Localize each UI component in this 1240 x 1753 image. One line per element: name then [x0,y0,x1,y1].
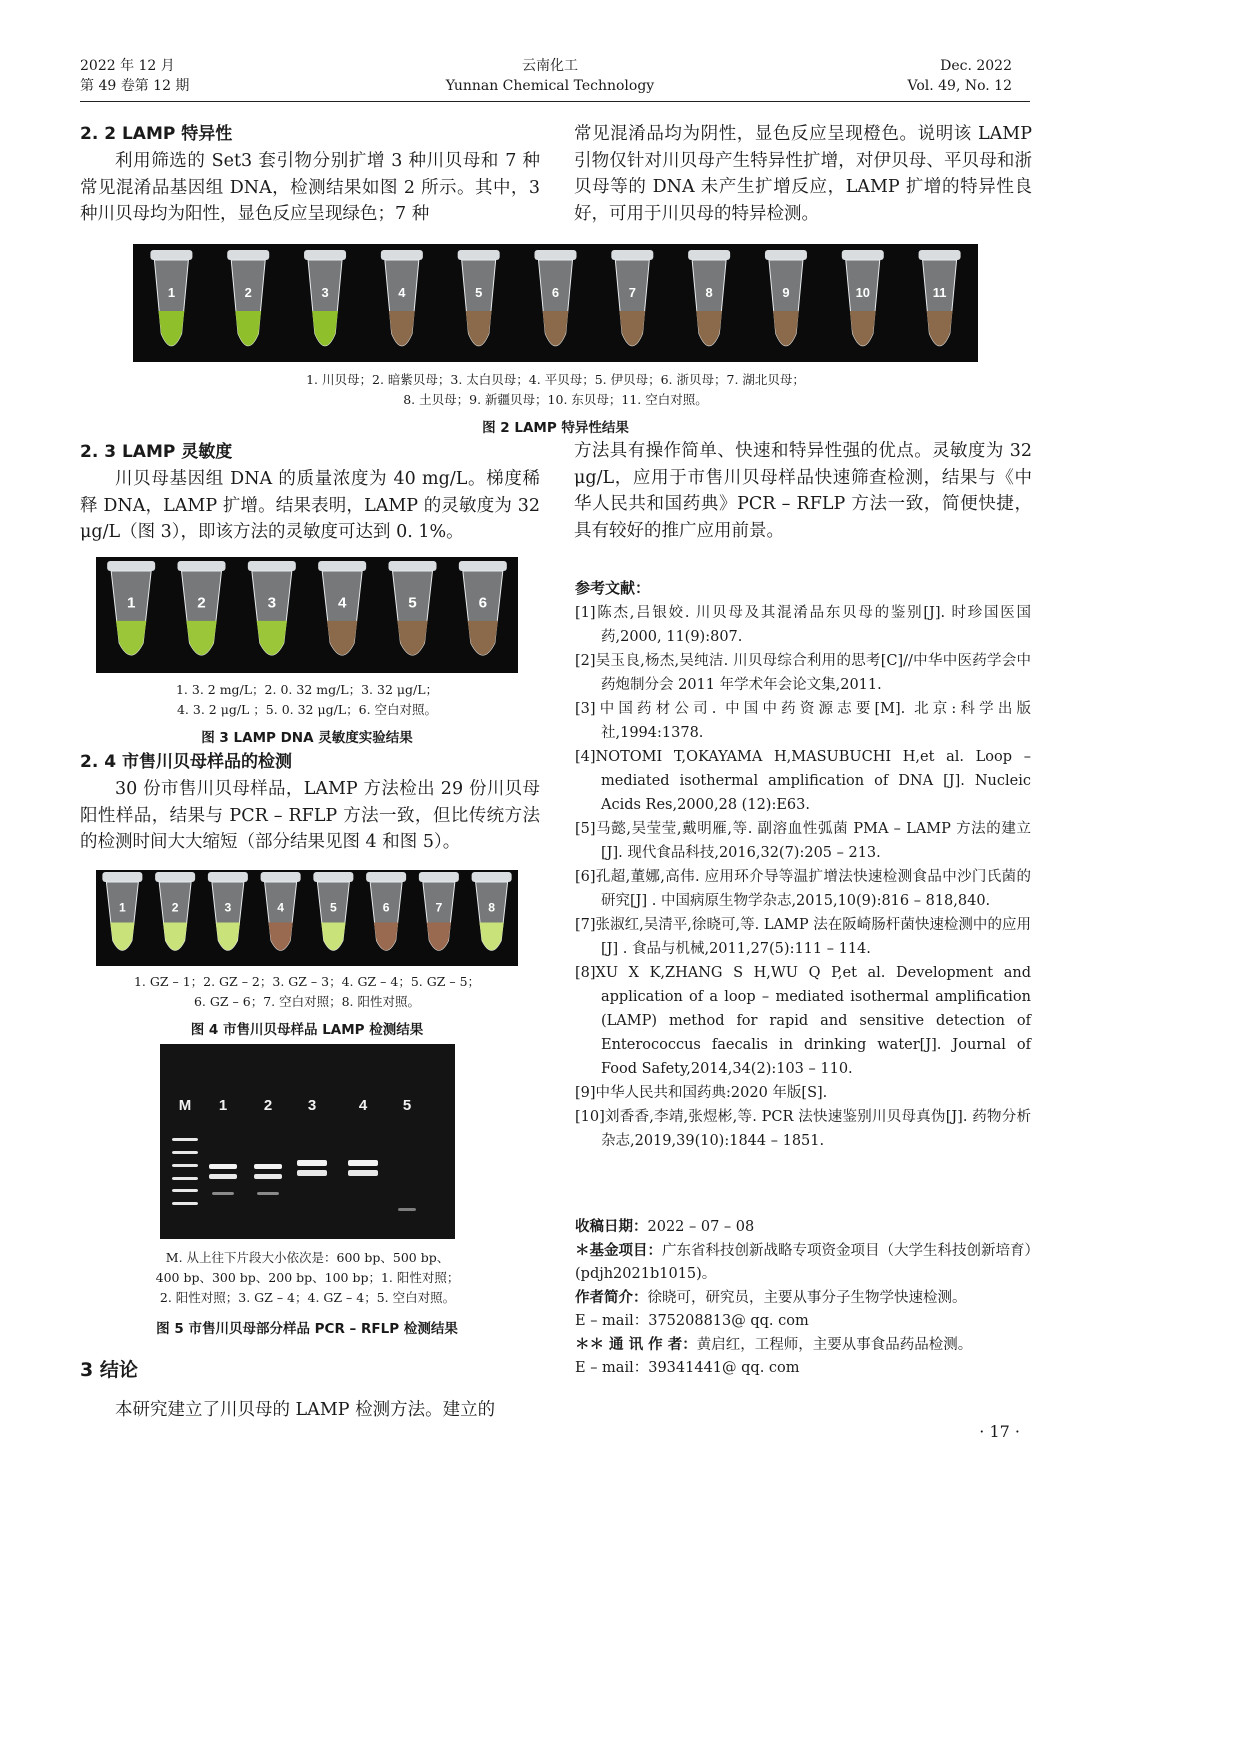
header-volume-en: Vol. 49, No. 12 [907,78,1012,94]
tube-cap [248,561,296,571]
tube [102,872,142,950]
tube-cap [178,561,226,571]
page-number: · 17 · [979,1422,1020,1441]
reference-item: [3]中国药材公司. 中国中药资源志要[M]. 北京:科学出版社,1994:1378. [575,701,1031,741]
gel-band [398,1208,416,1211]
figure-4-photo [96,870,518,966]
gel-band [172,1189,198,1192]
figure-4-caption-line2: 6. GZ – 6；7. 空白对照；8. 阳性对照。 [193,994,421,1009]
figure-3-title: 图 3 LAMP DNA 灵敏度实验结果 [201,730,413,746]
figure-2-caption-line2: 8. 土贝母；9. 新疆贝母；10. 东贝母；11. 空白对照。 [403,392,708,407]
section-2-3-heading: 2. 3 LAMP 灵敏度 [80,442,233,462]
tube-label: 11 [932,285,947,301]
tube [765,250,807,346]
author-email: E – mail：375208813@ qq. com [575,1313,809,1329]
tube-cap [919,250,961,260]
header-right [780,56,1012,96]
lane-label: 2 [263,1097,273,1114]
fig4-tubes-svg [96,870,518,966]
tube-liquid [257,621,287,655]
figure-2-caption-line1: 1. 川贝母；2. 暗紫贝母；3. 太白贝母；4. 平贝母；5. 伊贝母；6. 浙贝母；7. 湖北贝母； [306,372,805,387]
tube [227,250,269,346]
tube [318,561,366,655]
reference-item: [6]孔超,董娜,高伟. 应用环介导等温扩增法快速检测食品中沙门氏菌的研究[J] . 中国病原生物学杂志,2015,10(9):816 – 818,840. [575,869,1031,909]
tube-cap [261,872,301,882]
tube-liquid [216,923,240,951]
section-2-2-body-right [574,121,1032,227]
tube [150,250,192,346]
references-heading: 参考文献： [575,579,651,597]
fund-project [575,1240,1033,1287]
figure-5-caption-line1: M. 从上往下片段大小依次是：600 bp、500 bp、 [165,1250,450,1265]
tube-liquid [374,923,398,951]
tube-label: 2 [171,900,179,915]
fig2-tubes-svg [133,244,978,362]
tube-liquid [163,923,187,951]
tube-liquid [321,923,345,951]
gel-band [348,1170,378,1176]
figure-4-caption-line1: 1. GZ – 1；2. GZ – 2；3. GZ – 3；4. GZ – 4；5. GZ – 5； [133,974,481,989]
tube-label: 3 [321,285,329,301]
gel-band [257,1192,279,1195]
gel-svg [160,1044,455,1239]
tube-liquid [268,923,292,951]
header-rule [80,101,1030,102]
section-2-2-body-left [80,148,540,228]
section-2-3-body [80,466,540,546]
tube [458,250,500,346]
tube-liquid [696,311,722,346]
gel-band [172,1177,198,1180]
gel-band [172,1151,198,1154]
tube-cap [419,872,459,882]
tube [459,561,507,655]
figure-5-caption [110,1248,505,1308]
tube [107,561,155,655]
corr-value: 黄启红，工程师，主要从事食品药品检测。 [696,1336,973,1353]
tube-liquid [116,621,146,655]
tube [178,561,226,655]
section-2-4-body [80,776,540,856]
section-3-paragraph-continued: 方法具有操作简单、快速和特异性强的优点。灵敏度为 32 μg/L，应用于市售川贝母样品快速筛查检测，结果与《中华人民共和国药典》PCR – RFLP 方法一致，简便快捷，具有较好的推广应用前景。 [574,441,1032,541]
gel-band [209,1174,237,1179]
tube-liquid [427,923,451,951]
tube [842,250,884,346]
corresponding-author [575,1334,1033,1358]
lane-label: 1 [218,1097,228,1114]
tube-cap [227,250,269,260]
header-center [400,56,700,96]
lane-label: 5 [402,1097,412,1114]
lane-label: 4 [358,1097,368,1114]
figure-5-caption-line3: 2. 阳性对照；3. GZ – 4；4. GZ – 4；5. 空白对照。 [159,1290,456,1305]
gel-band [172,1202,198,1205]
tube-cap [150,250,192,260]
reference-item: [7]张淑红,吴清平,徐晓可,等. LAMP 法在阪崎肠杆菌快速检测中的应用[J] . 食品与机械,2011,27(5):111 – 114. [575,917,1031,957]
tube-liquid [466,311,492,346]
figure-2-title: 图 2 LAMP 特异性结果 [482,420,629,436]
tube [381,250,423,346]
tube-cap [611,250,653,260]
tube-label: 5 [475,285,483,301]
tube-cap [155,872,195,882]
tube-label: 2 [244,285,252,301]
tube-liquid [619,311,645,346]
journal-name-cn: 云南化工 [522,58,578,74]
tube-cap [381,250,423,260]
references-list [575,601,1031,1153]
tube-cap [459,561,507,571]
section-2-3-paragraph: 川贝母基因组 DNA 的质量浓度为 40 mg/L。梯度稀释 DNA，LAMP 扩增。结果表明，LAMP 的灵敏度为 32 μg/L（图 3），即该方法的灵敏度可达到 0. 1%。 [80,469,540,542]
gel-band [172,1138,198,1141]
gel-band [212,1192,234,1195]
lane-label: M [178,1097,192,1114]
tube-label: 3 [224,900,232,915]
tube [419,872,459,950]
tube-label: 6 [478,594,488,612]
gel-band [209,1164,237,1169]
figure-2-photo [133,244,978,362]
gel-band [254,1164,282,1169]
tube-label: 1 [126,594,136,612]
figure-5-gel-image [160,1044,455,1239]
tube-liquid [397,621,427,655]
reference-item: [10]刘香香,李靖,张煜彬,等. PCR 法快速鉴别川贝母真伪[J]. 药物分析杂志,2019,39(10):1844 – 1851. [575,1109,1031,1149]
received-value: 2022 – 07 – 08 [647,1219,755,1235]
tube-liquid [773,311,799,346]
tube-cap [535,250,577,260]
tube-cap [765,250,807,260]
tube [389,561,437,655]
tube-label: 6 [382,900,390,915]
figure-3-caption [96,680,518,720]
tube-label: 4 [277,900,285,915]
journal-name-en: Yunnan Chemical Technology [445,78,655,94]
reference-item: [1]陈杰,吕银姣. 川贝母及其混淆品东贝母的鉴别[J]. 时珍国医国药,2000, 11(9):807. [575,605,1031,645]
fig3-tubes-svg [96,557,518,673]
tube [261,872,301,950]
tube-liquid [312,311,338,346]
tube [155,872,195,950]
section-2-4-paragraph: 30 份市售川贝母样品，LAMP 方法检出 29 份川贝母阳性样品，结果与 PCR – RFLP 方法一致，但比传统方法的检测时间大大缩短（部分结果见图 4 和图 5）。 [80,779,540,852]
section-3-heading: 3 结论 [80,1359,138,1381]
tube-cap [304,250,346,260]
tube-label: 7 [628,285,636,301]
tube-liquid [468,621,498,655]
tube-liquid [479,923,503,951]
article-notes [575,1216,1033,1381]
figure-2-caption [133,370,978,410]
tube-liquid [927,311,953,346]
figure-5-title: 图 5 市售川贝母部分样品 PCR – RFLP 检测结果 [156,1321,458,1337]
reference-item: [4]NOTOMI T,OKAYAMA H,MASUBUCHI H,et al. Loop – mediated isothermal amplification of DNA [J]. Nucleic Acids Res,2000,28 (12):E63. [575,749,1031,813]
author-value: 徐晓可，研究员，主要从事分子生物学快速检测。 [647,1289,967,1306]
section-2-2-heading: 2. 2 LAMP 特异性 [80,124,233,144]
gel-band [172,1164,198,1167]
tube [313,872,353,950]
tube-liquid [327,621,357,655]
tube-cap [688,250,730,260]
tube-label: 5 [408,594,417,612]
header-left [80,56,330,96]
tube-label: 9 [782,285,790,301]
tube-liquid [543,311,569,346]
tube-label: 1 [118,900,126,915]
tube-cap [458,250,500,260]
received-date [575,1216,1033,1240]
tube-cap [842,250,884,260]
header-date-en: Dec. 2022 [940,58,1012,74]
header-date-cn: 2022 年 12 月 [80,58,175,74]
tube [611,250,653,346]
reference-item: [5]马懿,吴莹莹,戴明雁,等. 副溶血性弧菌 PMA – LAMP 方法的建立[J]. 现代食品科技,2016,32(7):205 – 213. [575,821,1031,861]
tube-label: 4 [337,594,347,612]
corresponding-email: E – mail：39341441@ qq. com [575,1360,800,1376]
figure-4-title: 图 4 市售川贝母样品 LAMP 检测结果 [190,1022,424,1038]
tube-cap [472,872,512,882]
tube-cap [313,872,353,882]
tube-liquid [235,311,261,346]
tube-label: 6 [551,285,560,301]
figure-3-caption-line2: 4. 3. 2 μg/L ；5. 0. 32 μg/L；6. 空白对照。 [176,702,438,717]
reference-item: [8]XU X K,ZHANG S H,WU Q P,et al. Development and application of a loop – mediated isothermal amplification (LAMP) method for rapid and sensitive detection of Enterococcus faecalis in drinking water[J]. Journal of Food Safety,2014,34(2):103 – 110. [575,965,1031,1077]
figure-5-caption-line2: 400 bp、300 bp、200 bp、100 bp；1. 阳性对照； [155,1270,460,1285]
tube [688,250,730,346]
tube-cap [318,561,366,571]
lane-label: 3 [307,1097,317,1114]
tube-cap [107,561,155,571]
tube [535,250,577,346]
section-2-4-heading: 2. 4 市售川贝母样品的检测 [80,752,292,772]
tube-label: 8 [488,900,496,915]
figure-3-photo [96,557,518,673]
tube [248,561,296,655]
figure-3-caption-line1: 1. 3. 2 mg/L；2. 0. 32 mg/L；3. 32 μg/L； [175,682,439,697]
tube-label: 4 [398,285,406,301]
tube-label: 10 [855,285,870,301]
author-bio [575,1287,1033,1311]
tube-liquid [110,923,134,951]
reference-item: [2]吴玉良,杨杰,吴纯洁. 川贝母综合利用的思考[C]//中华中医药学会中药炮制分会 2011 年学术年会论文集,2011. [575,653,1031,693]
tube-cap [102,872,142,882]
fund-value: 广东省科技创新战略专项资金项目（大学生科技创新培育）(pdjh2021b1015)。 [575,1242,1032,1282]
tube-label: 5 [329,900,337,915]
tube [304,250,346,346]
tube-liquid [186,621,216,655]
reference-item: [9]中华人民共和国药典:2020 年版[S]. [575,1085,828,1101]
tube-cap [366,872,406,882]
section-3-body-left [80,1397,540,1424]
author-label: 作者简介： [575,1289,648,1306]
tube-label: 8 [705,285,713,301]
fund-label: ＊基金项目： [575,1242,662,1259]
gel-band [254,1174,282,1179]
tube-label: 2 [197,594,206,612]
tube [919,250,961,346]
tube [208,872,248,950]
section-3-paragraph: 本研究建立了川贝母的 LAMP 检测方法。建立的 [115,1400,496,1420]
received-label: 收稿日期： [575,1219,648,1235]
section-2-2-paragraph: 利用筛选的 Set3 套引物分别扩增 3 种川贝母和 7 种常见混淆品基因组 DNA，检测结果如图 2 所示。其中，3 种川贝母均为阳性，显色反应呈现绿色；7 种 [80,151,540,224]
corr-label: ＊＊ 通 讯 作 者： [575,1336,697,1353]
tube-liquid [158,311,184,346]
tube-label: 7 [435,900,443,915]
gel-band [297,1160,327,1166]
tube [472,872,512,950]
header-volume-cn: 第 49 卷第 12 期 [80,78,190,94]
tube-liquid [389,311,415,346]
tube [366,872,406,950]
tube-cap [208,872,248,882]
section-3-body-right [574,438,1032,544]
figure-4-caption [96,972,518,1012]
tube-cap [389,561,437,571]
gel-band [297,1170,327,1176]
tube-label: 1 [167,285,176,301]
tube-liquid [850,311,876,346]
section-2-2-paragraph-continued: 常见混淆品均为阴性，显色反应呈现橙色。说明该 LAMP 引物仅针对川贝母产生特异性扩增，对伊贝母、平贝母和浙贝母等的 DNA 未产生扩增反应，LAMP 扩增的特异性良好，可用于川贝母的特异检测。 [574,124,1032,224]
tube-label: 3 [267,594,277,612]
gel-band [348,1160,378,1166]
